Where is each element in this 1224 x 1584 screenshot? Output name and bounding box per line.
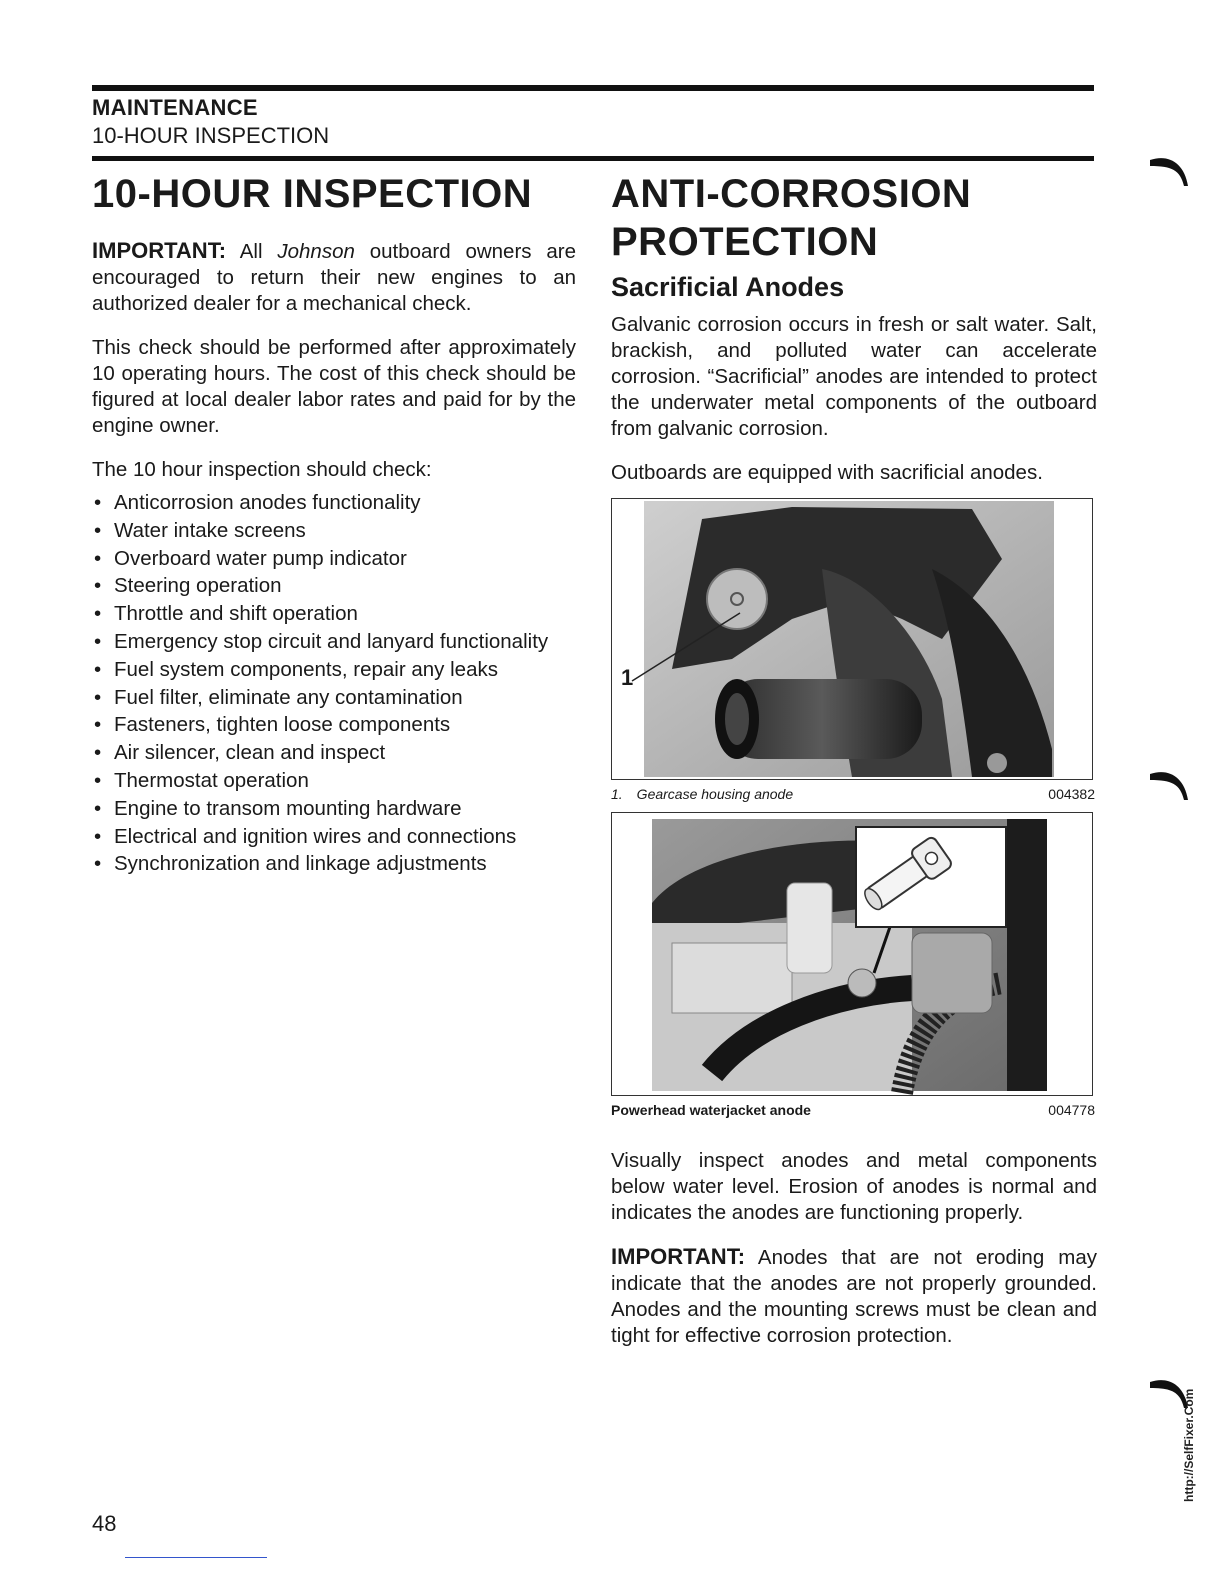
list-item: • Air silencer, clean and inspect	[92, 739, 576, 767]
important-note	[92, 238, 576, 317]
brand-name: Johnson	[277, 240, 355, 263]
figure2-caption	[611, 1102, 1095, 1118]
side-url-watermark: http://SelfFixer.Com	[1182, 1388, 1196, 1502]
inspection-checklist	[92, 489, 576, 878]
figure1-caption	[611, 786, 1095, 802]
list-item: • Water intake screens	[92, 517, 576, 545]
list-item: • Emergency stop circuit and lanyard functionality	[92, 628, 576, 656]
list-item: • Synchronization and linkage adjustments	[92, 850, 576, 878]
inspection-title: 10-HOUR INSPECTION	[92, 172, 533, 216]
list-item: • Fuel filter, eliminate any contamination	[92, 684, 576, 712]
important-anodes-text: Anodes that are not eroding may indicate that the anodes are not properly grounded. Anodes and the mounting screws must be clean and tight for effective corrosion protection.	[611, 1246, 1097, 1347]
important-pre: All	[239, 240, 263, 263]
page-number: 48	[92, 1511, 117, 1536]
list-intro: The 10 hour inspection should check:	[92, 458, 432, 481]
header-rule-top	[92, 85, 1094, 91]
anodes-subtitle: Sacrificial Anodes	[611, 272, 845, 302]
list-item: • Engine to transom mounting hardware	[92, 795, 576, 823]
list-item: • Thermostat operation	[92, 767, 576, 795]
list-item: • Anticorrosion anodes functionality	[92, 489, 576, 517]
equipped-paragraph: Outboards are equipped with sacrificial anodes.	[611, 461, 1043, 484]
list-item: • Overboard water pump indicator	[92, 545, 576, 573]
subsection-header: 10-HOUR INSPECTION	[92, 123, 330, 148]
cost-paragraph: This check should be performed after approximately 10 operating hours. The cost of this check should be figured at local dealer labor rates and paid for by the engine owner.	[92, 336, 576, 437]
gearcase-illustration	[612, 499, 1092, 779]
right-column	[611, 170, 1097, 1367]
corrosion-title-line2: PROTECTION	[611, 220, 879, 264]
gearcase-anode-photo	[611, 498, 1093, 780]
list-item: • Fasteners, tighten loose components	[92, 711, 576, 739]
figure1-caption-text: 1. Gearcase housing anode	[611, 786, 794, 802]
powerhead-anode-photo	[611, 812, 1093, 1096]
footer-line	[125, 1557, 267, 1558]
important-anodes-note	[611, 1244, 1097, 1349]
list-item: • Fuel system components, repair any leaks	[92, 656, 576, 684]
section-header: MAINTENANCE	[92, 95, 258, 120]
important-label: IMPORTANT:	[611, 1244, 746, 1269]
list-item: • Throttle and shift operation	[92, 600, 576, 628]
list-item: • Electrical and ignition wires and connections	[92, 823, 576, 851]
figure2-code: 004778	[1048, 1102, 1095, 1118]
corrosion-title-line1: ANTI-CORROSION	[611, 172, 972, 216]
figure2-caption-text: Powerhead waterjacket anode	[611, 1102, 811, 1118]
list-item: • Steering operation	[92, 572, 576, 600]
margin-tab-mark	[1148, 764, 1192, 808]
galvanic-paragraph: Galvanic corrosion occurs in fresh or salt water. Salt, brackish, and polluted water can accelerate corrosion. “Sacrificial” anodes are intended to protect the underwater metal components of the outboard from galvanic corrosion.	[611, 313, 1097, 440]
header-rule-bottom	[92, 156, 1094, 161]
inspect-paragraph: Visually inspect anodes and metal components below water level. Erosion of anodes is normal and indicates the anodes are functioning properly.	[611, 1149, 1097, 1224]
powerhead-illustration	[612, 813, 1092, 1095]
left-column	[92, 170, 576, 878]
important-label: IMPORTANT:	[92, 238, 227, 263]
margin-tab-mark	[1148, 150, 1192, 194]
figure1-code: 004382	[1048, 786, 1095, 802]
callout-number: 1	[621, 665, 634, 690]
important-post: outboard owners are encouraged to return their new engines to an authorized dealer for a mechanical check.	[92, 240, 576, 315]
